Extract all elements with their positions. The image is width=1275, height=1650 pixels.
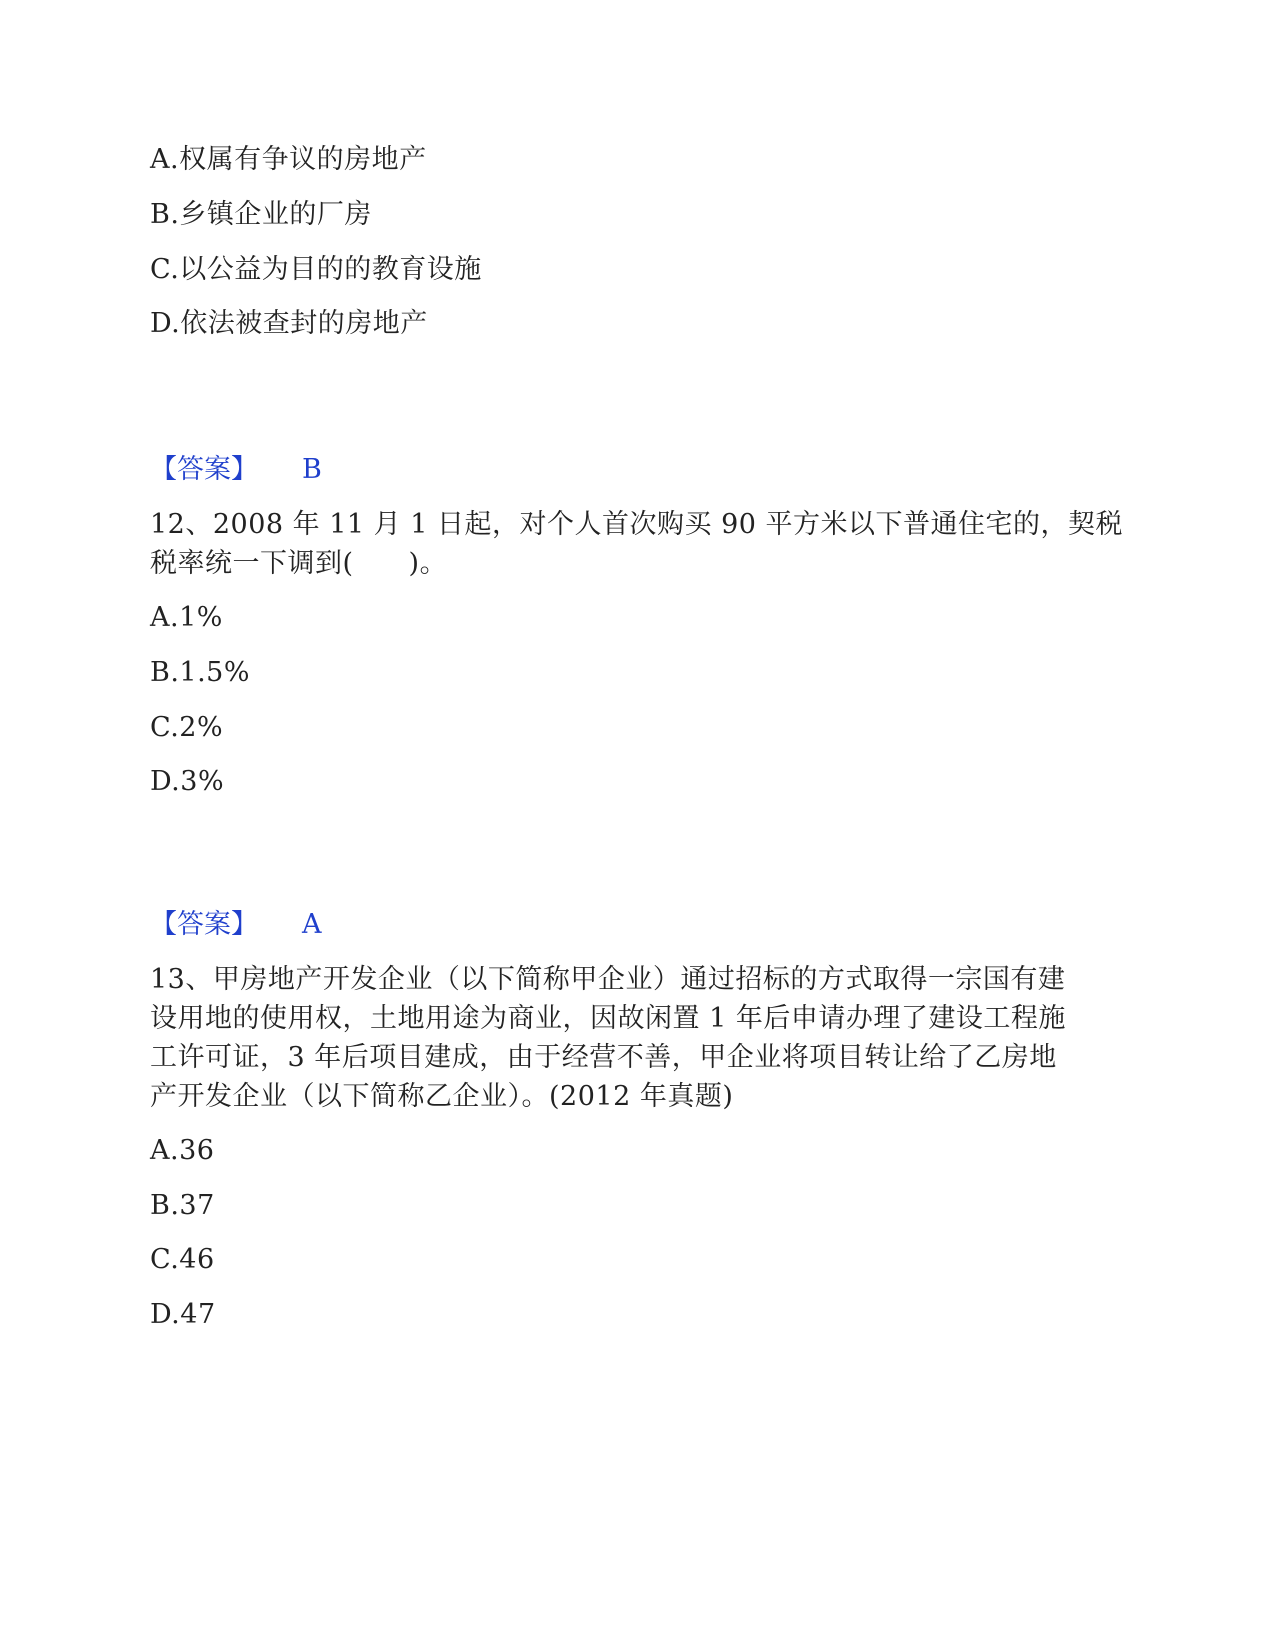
option-b: B.1.5% (150, 657, 251, 688)
option-c: C.2% (150, 712, 224, 743)
option-c: C.46 (150, 1244, 215, 1275)
option-a: A.1% (150, 602, 223, 633)
answer-value: A (302, 909, 322, 940)
option-c: C.以公益为目的的教育设施 (150, 254, 482, 285)
option-d: D.3% (150, 766, 225, 797)
answer-line (150, 450, 322, 490)
question-13-line-3: 工许可证，3 年后项目建成，由于经营不善，甲企业将项目转让给了乙房地 (150, 1042, 1057, 1073)
question-13-line-4: 产开发企业（以下简称乙企业）。(2012 年真题) (150, 1081, 734, 1112)
question-12-line-2: 税率统一下调到( )。 (150, 548, 448, 579)
question-12-line-1: 12、2008 年 11 月 1 日起，对个人首次购买 90 平方米以下普通住宅的，契税 (150, 509, 1124, 540)
question-13-line-2: 设用地的使用权，土地用途为商业，因故闲置 1 年后申请办理了建设工程施 (150, 1003, 1066, 1034)
option-d: D.依法被查封的房地产 (150, 308, 428, 339)
option-d: D.47 (150, 1299, 216, 1330)
answer-value: B (302, 454, 322, 485)
answer-tag: 【答案】 (150, 909, 258, 940)
answer-tag: 【答案】 (150, 454, 258, 485)
question-13-line-1: 13、甲房地产开发企业（以下简称甲企业）通过招标的方式取得一宗国有建 (150, 964, 1066, 995)
option-a: A.权属有争议的房地产 (150, 144, 427, 175)
answer-line (150, 905, 322, 945)
option-b: B.37 (150, 1190, 215, 1221)
option-b: B.乡镇企业的厂房 (150, 199, 372, 230)
option-a: A.36 (150, 1135, 215, 1166)
